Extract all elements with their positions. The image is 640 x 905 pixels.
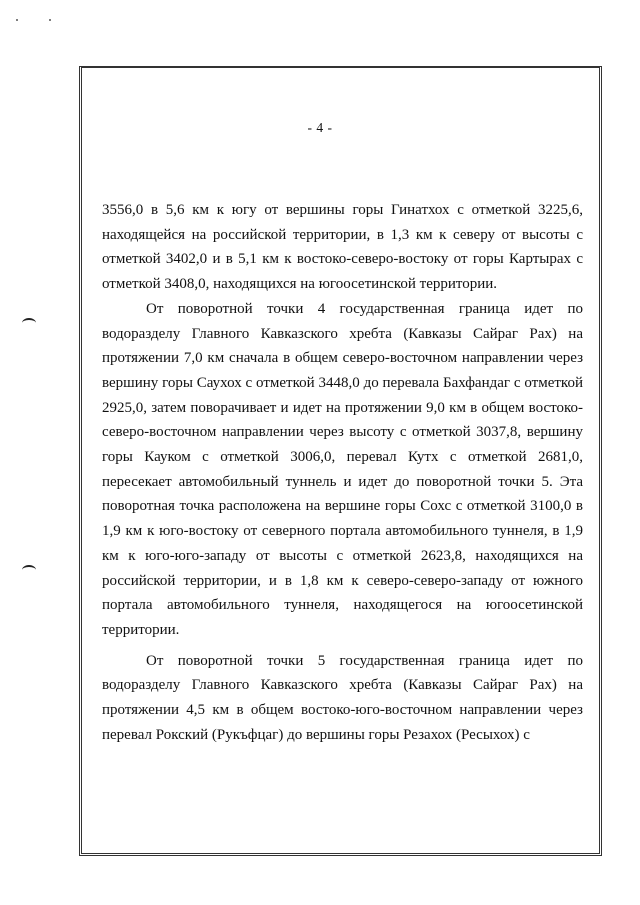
scan-speck xyxy=(49,19,51,21)
scan-speck xyxy=(16,19,18,21)
paragraph-continuation: 3556,0 в 5,6 км к югу от вершины горы Гинатхох с отметкой 3225,6, находящейся на российской территории, в 1,3 км к северу от высоты с отметкой 3402,0 и в 5,1 км к востоко-северо-востоку от горы Картырах с отметкой 3408,0, находящихся на югоосетинской территории. xyxy=(102,202,583,293)
binding-hole-mark xyxy=(22,318,36,328)
paragraph-point-5: От поворотной точки 5 государственная граница идет по водоразделу Главного Кавказского хребта (Кавказы Сайраг Рах) на протяжении 4,5 км в общем востоко-юго-восточном направлении через перевал Рокский (Рукъфцаг) до вершины горы Резахох (Ресыхох) с xyxy=(102,652,583,743)
document-body xyxy=(102,198,583,747)
binding-hole-mark xyxy=(22,565,36,575)
page-number: - 4 - xyxy=(307,120,333,135)
paragraph-point-4: От поворотной точки 4 государственная граница идет по водоразделу Главного Кавказского хребта (Кавказы Сайраг Рах) на протяжении 7,0 км сначала в общем северо-восточном направлении через вершину горы Саухох с отметкой 3448,0 до перевала Бахфандаг с отметкой 2925,0, затем поворачивает и идет на протяжении 9,0 км в общем востоко-северо-восточном направлении через высоту с отметкой 3037,8, вершину горы Кауком с отметкой 3006,0, перевал Кутх с отметкой 2681,0, пересекает автомобильный туннель и идет до поворотной точки 5. Эта поворотная точка расположена на вершине горы Сохс с отметкой 3100,0 в 1,9 км к юго-востоку от северного портала автомобильного туннеля, в 1,9 км к юго-юго-западу от высоты с отметкой 2623,8, находящихся на российской территории, и в 1,8 км к северо-северо-западу от южного портала автомобильного туннеля, находящегося на югоосетинской территории. xyxy=(102,300,583,638)
